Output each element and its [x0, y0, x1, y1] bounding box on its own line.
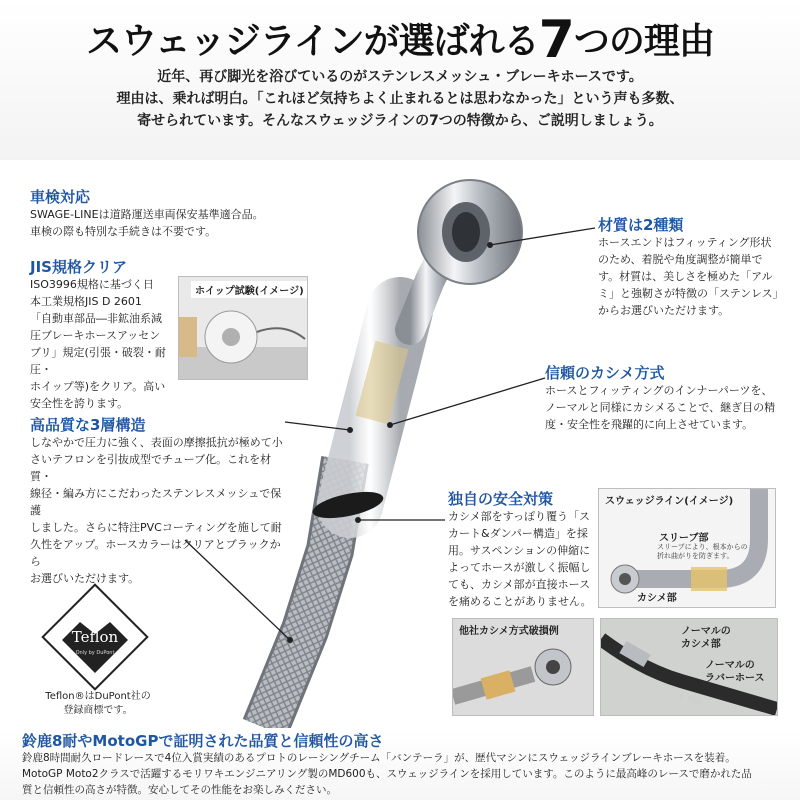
label-line: ノーマルの	[681, 626, 731, 637]
body-line: しました。さらに特注PVCコーティングを施して耐	[30, 521, 282, 534]
body-line: 用。サスペンションの伸縮に	[448, 544, 591, 557]
caption-line: Teflon®はDuPont社の	[45, 691, 151, 702]
section-heading-shaken: 車検対応	[30, 188, 91, 206]
body-line: ホースとフィッティングのインナーパーツを、	[545, 384, 773, 397]
body-line: からお選びいただけます。	[598, 304, 730, 317]
body-line: 「自動車部品―非鉱油系減	[30, 312, 162, 325]
body-line: す。材質は、美しさを極めた「アル	[598, 270, 773, 283]
other-brand-damage-photo	[452, 618, 594, 716]
body-line: 車検の際も特別な手続きは不要です。	[30, 225, 217, 238]
body-line: ISO3996規格に基づく日	[30, 278, 154, 291]
title-text: スウェッジラインが選ばれる	[86, 21, 539, 62]
note-line: 折れ曲がりを防ぎます。	[657, 552, 734, 560]
section-heading-kashime: 信頼のカシメ方式	[545, 364, 665, 382]
section-body-shaken	[30, 206, 290, 240]
hose-print: F 703	[678, 692, 703, 707]
section-body-material	[598, 234, 788, 319]
body-line: お選びいただけます。	[30, 572, 140, 585]
section-body-jis	[30, 276, 180, 412]
section-heading-safety: 独自の安全対策	[448, 490, 554, 508]
body-line: ても、カシメ部が直接ホース	[448, 578, 591, 591]
bottom-heading: 鈴鹿8耐やMotoGPで証明された品質と信頼性の高さ	[22, 732, 384, 750]
note-line: スリーブにより、根本からの	[657, 543, 748, 551]
body-line: ブリ」規定(引張・破裂・耐圧・	[30, 346, 166, 376]
body-line: さいテフロンを引抜成型でチューブ化。これを材質・	[30, 453, 272, 483]
section-body-layers	[30, 434, 285, 587]
body-line: のため、着脱や角度調整が簡単で	[598, 253, 763, 266]
body-line: カシメ部をすっぽり覆う「ス	[448, 510, 591, 523]
title-text-end: つの理由	[573, 21, 714, 62]
normal-kashime-label	[681, 625, 731, 651]
bottom-body	[22, 750, 782, 798]
label-line: ノーマルの	[705, 660, 755, 671]
body-line: 本工業規格JIS D 2601	[30, 295, 142, 308]
body-line: 度・安全性を飛躍的に向上させています。	[545, 418, 754, 431]
kashime-label: カシメ部	[637, 593, 677, 604]
body-line: 線径・編み方にこだわったステンレスメッシュで保護	[30, 487, 282, 517]
body-line: 安全性を誇ります。	[30, 397, 129, 410]
teflon-caption	[28, 690, 168, 718]
normal-rubber-label	[705, 659, 765, 685]
section-heading-material: 材質は2種類	[598, 216, 684, 234]
body-line: 鈴鹿8時間耐久ロードレースで4位入賞実績のあるプロトのレーシングチーム「バンテーラ」が、歴代マシンにスウェッジラインブレーキホースを装着。	[22, 752, 736, 764]
swage-line-photo	[598, 488, 776, 608]
photo-caption: スウェッジライン(イメージ)	[605, 496, 734, 507]
section-heading-layers: 高品質な3層構造	[30, 416, 146, 434]
body-line: ホースエンドはフィッティング形状	[598, 236, 772, 249]
intro-line: 理由は、乗れば明白。「これほど気持ちよく止まれるとは思わなかった」という声も多数、	[116, 91, 684, 107]
photo-caption: ホイップ試験(イメージ)	[191, 281, 308, 298]
body-line: よってホースが激しく振幅し	[448, 561, 591, 574]
teflon-logo-text: Teflon	[71, 628, 119, 646]
intro-line: 寄せられています。そんなスウェッジラインの7つの特徴から、ご説明しましょう。	[137, 113, 663, 129]
body-line: MotoGP Moto2クラスで活躍するモリワキエンジニアリング製のMD600も、スウェッジラインを採用しています。このように最高峰のレースで磨かれた品	[22, 768, 752, 780]
body-line: 質と信頼性の高さが特徴。安心してその性能をお楽しみください。	[22, 784, 337, 796]
body-line: ホイップ等)をクリア。高い	[30, 380, 166, 393]
label-line: ラバーホース	[705, 673, 765, 684]
section-body-kashime	[545, 382, 790, 433]
label-line: カシメ部	[681, 639, 721, 650]
intro-line: 近年、再び脚光を浴びているのがステンレスメッシュ・ブレーキホースです。	[157, 69, 643, 85]
body-line: を痛めることがありません。	[448, 595, 592, 608]
whip-test-photo	[178, 276, 308, 380]
photo-caption: 他社カシメ方式破損例	[459, 626, 559, 637]
body-line: SWAGE-LINEは道路運送車両保安基準適合品。	[30, 208, 264, 221]
section-body-safety	[448, 508, 598, 610]
sleeve-label: スリーブ部	[659, 533, 709, 544]
sleeve-note	[657, 543, 748, 561]
body-line: 久性をアップ。ホースカラーはクリアとブラックから	[30, 538, 281, 568]
normal-hose-photo	[600, 618, 778, 716]
body-line: ノーマルと同様にカシメることで、継ぎ目の精	[545, 401, 776, 414]
teflon-logo-sub: Only by DuPont	[75, 650, 115, 656]
title-number: 7	[538, 10, 574, 70]
section-heading-jis: JIS規格クリア	[30, 258, 127, 276]
caption-line: 登録商標です。	[63, 705, 133, 716]
body-line: ミ」と強靭さが特徴の「ステンレス」	[598, 287, 784, 300]
body-line: 圧ブレーキホースアッセン	[30, 329, 161, 342]
body-line: カート&ダンパー構造」を採	[448, 527, 588, 540]
body-line: しなやかで圧力に強く、表面の摩擦抵抗が極めて小	[30, 436, 283, 449]
